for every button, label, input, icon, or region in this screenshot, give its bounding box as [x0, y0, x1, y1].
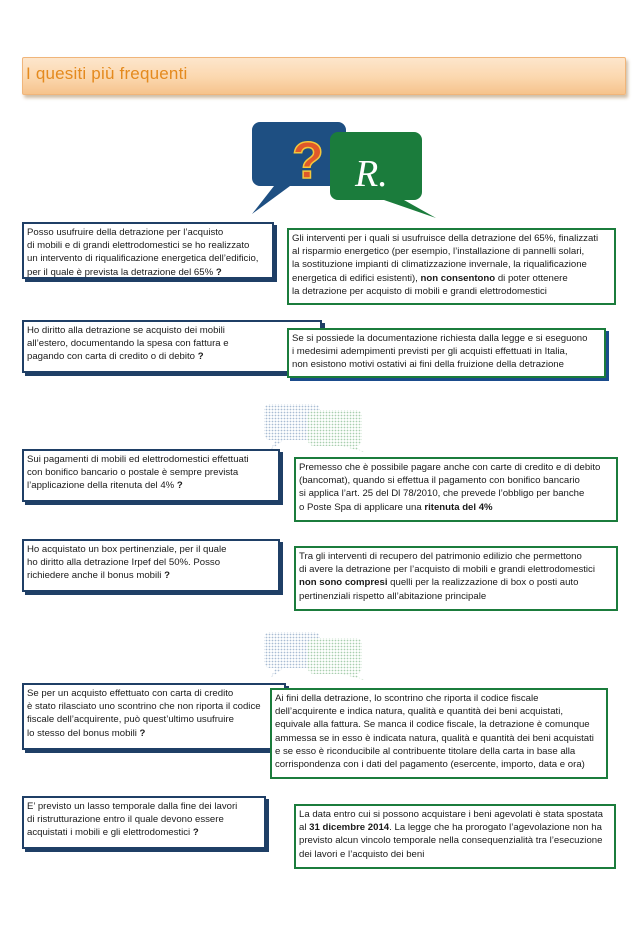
faq-question-4	[22, 539, 280, 592]
answer-line: i medesimi adempimenti previsti per gli acquisti effettuati in Italia,	[292, 346, 568, 358]
question-line: Ho acquistato un box pertinenziale, per il quale	[27, 544, 227, 555]
answer-line: previsto alcun vincolo temporale nella consequenzialità tra l’esecuzione	[299, 835, 603, 847]
faded-speech-bubbles-icon	[262, 630, 367, 680]
question-line: di mobili e di grandi elettrodomestici se ho realizzato	[27, 240, 250, 252]
page-title: I quesiti più frequenti	[26, 64, 188, 83]
question-line: fiscale dell’acquirente, può quest’ultimo usufruire	[27, 714, 234, 726]
question-line: Se per un acquisto effettuato con carta di credito	[27, 688, 234, 699]
faq-answer-6	[294, 804, 616, 869]
faq-answer-3	[294, 457, 618, 522]
question-line: richiedere anche il bonus mobili ?	[27, 570, 170, 582]
question-line: è stato rilasciato uno scontrino che non riporta il codice	[27, 701, 261, 713]
answer-line: Premesso che è possibile pagare anche con carte di credito e di debito	[299, 462, 601, 473]
question-line: pagando con carta di credito o di debito ?	[27, 351, 204, 363]
answer-line: la sostituzione impianti di climatizzazione invernale, la riqualificazione	[292, 259, 587, 271]
answer-line: La data entro cui si possono acquistare i beni agevolati è stata spostata	[299, 809, 603, 820]
faq-answer-2	[287, 328, 606, 378]
section-title-bar	[22, 57, 626, 95]
answer-line: equivale alla fattura. Se manca il codice fiscale, la detrazione è comunque	[275, 719, 590, 731]
answer-line: al risparmio energetico (per esempio, l’installazione di pannelli solari,	[292, 246, 585, 258]
answer-line: Tra gli interventi di recupero del patrimonio edilizio che permettono	[299, 551, 582, 562]
question-line: per il quale è prevista la detrazione del 65% ?	[27, 266, 222, 278]
question-line: all’estero, documentando la spesa con fattura e	[27, 338, 229, 350]
answer-line: al 31 dicembre 2014. La legge che ha prorogato l’agevolazione non ha	[299, 822, 602, 834]
faq-answer-5	[270, 688, 608, 779]
question-line: l’applicazione della ritenuta del 4% ?	[27, 480, 183, 492]
question-mark-icon: ?	[292, 132, 324, 190]
faq-question-1	[22, 222, 274, 279]
faq-question-3	[22, 449, 280, 502]
answer-line: corrispondenza con i dati del pagamento (esercente, importo, data e ora)	[275, 759, 585, 771]
answer-line: la detrazione per acquisto di mobili e grandi elettrodomestici	[292, 285, 547, 297]
question-line: ho diritto alla detrazione Irpef del 50%. Posso	[27, 557, 221, 569]
answer-line: energetica di edifici esistenti), non consentono di poter ottenere	[292, 272, 568, 284]
faded-speech-bubbles-icon	[262, 402, 367, 452]
answer-line: Se si possiede la documentazione richiesta dalla legge e si eseguono	[292, 333, 588, 344]
answer-line: e se esso è riconducibile al contribuente titolare della carta in base alla	[275, 745, 576, 757]
question-line: con bonifico bancario o postale è sempre prevista	[27, 467, 239, 479]
question-line: acquistati i mobili e gli elettrodomestici ?	[27, 827, 199, 839]
question-line: Sui pagamenti di mobili ed elettrodomestici effettuati	[27, 454, 249, 465]
answer-line: dei lavori e l’acquisto dei beni	[299, 848, 425, 860]
faq-question-2	[22, 320, 322, 373]
question-line: un intervento di riqualificazione energetica dell’edificio,	[27, 253, 259, 265]
answer-line: Ai fini della detrazione, lo scontrino che riporta il codice fiscale	[275, 693, 539, 704]
answer-line: di avere la detrazione per l’acquisto di mobili e grandi elettrodomestici	[299, 564, 595, 576]
answer-line: Gli interventi per i quali si usufruisce della detrazione del 65%, finalizzati	[292, 233, 599, 244]
answer-letter-icon: R.	[355, 153, 388, 195]
faq-answer-1	[287, 228, 616, 305]
question-line: Ho diritto alla detrazione se acquisto dei mobili	[27, 325, 225, 336]
question-line: di ristrutturazione entro il quale devono essere	[27, 814, 224, 826]
answer-line: pertinenziali rispetto all’abitazione principale	[299, 590, 487, 602]
question-line: E’ previsto un lasso temporale dalla fine dei lavori	[27, 801, 238, 812]
faq-question-5	[22, 683, 286, 750]
question-line: Posso usufruire della detrazione per l’acquisto	[27, 227, 224, 238]
faq-question-6	[22, 796, 266, 849]
answer-line: o Poste Spa di applicare una ritenuta del 4%	[299, 501, 493, 513]
answer-line: non sono compresi quelli per la realizzazione di box o posti auto	[299, 577, 579, 589]
answer-line: dell’acquirente e indica natura, qualità e quantità dei beni acquistati,	[275, 706, 564, 718]
qa-speech-bubbles-logo	[248, 118, 443, 220]
answer-line: si applica l’art. 25 del Dl 78/2010, che prevede l’obbligo per banche	[299, 488, 585, 500]
answer-line: ammessa se in esso è indicata natura, qualità e quantità dei beni acquistati	[275, 732, 594, 744]
answer-line: non esistono motivi ostativi ai fini della fruizione della detrazione	[292, 359, 564, 371]
question-line: lo stesso del bonus mobili ?	[27, 727, 146, 739]
answer-line: (bancomat), quando si effettua il pagamento con bonifico bancario	[299, 475, 580, 487]
faq-answer-4	[294, 546, 618, 611]
